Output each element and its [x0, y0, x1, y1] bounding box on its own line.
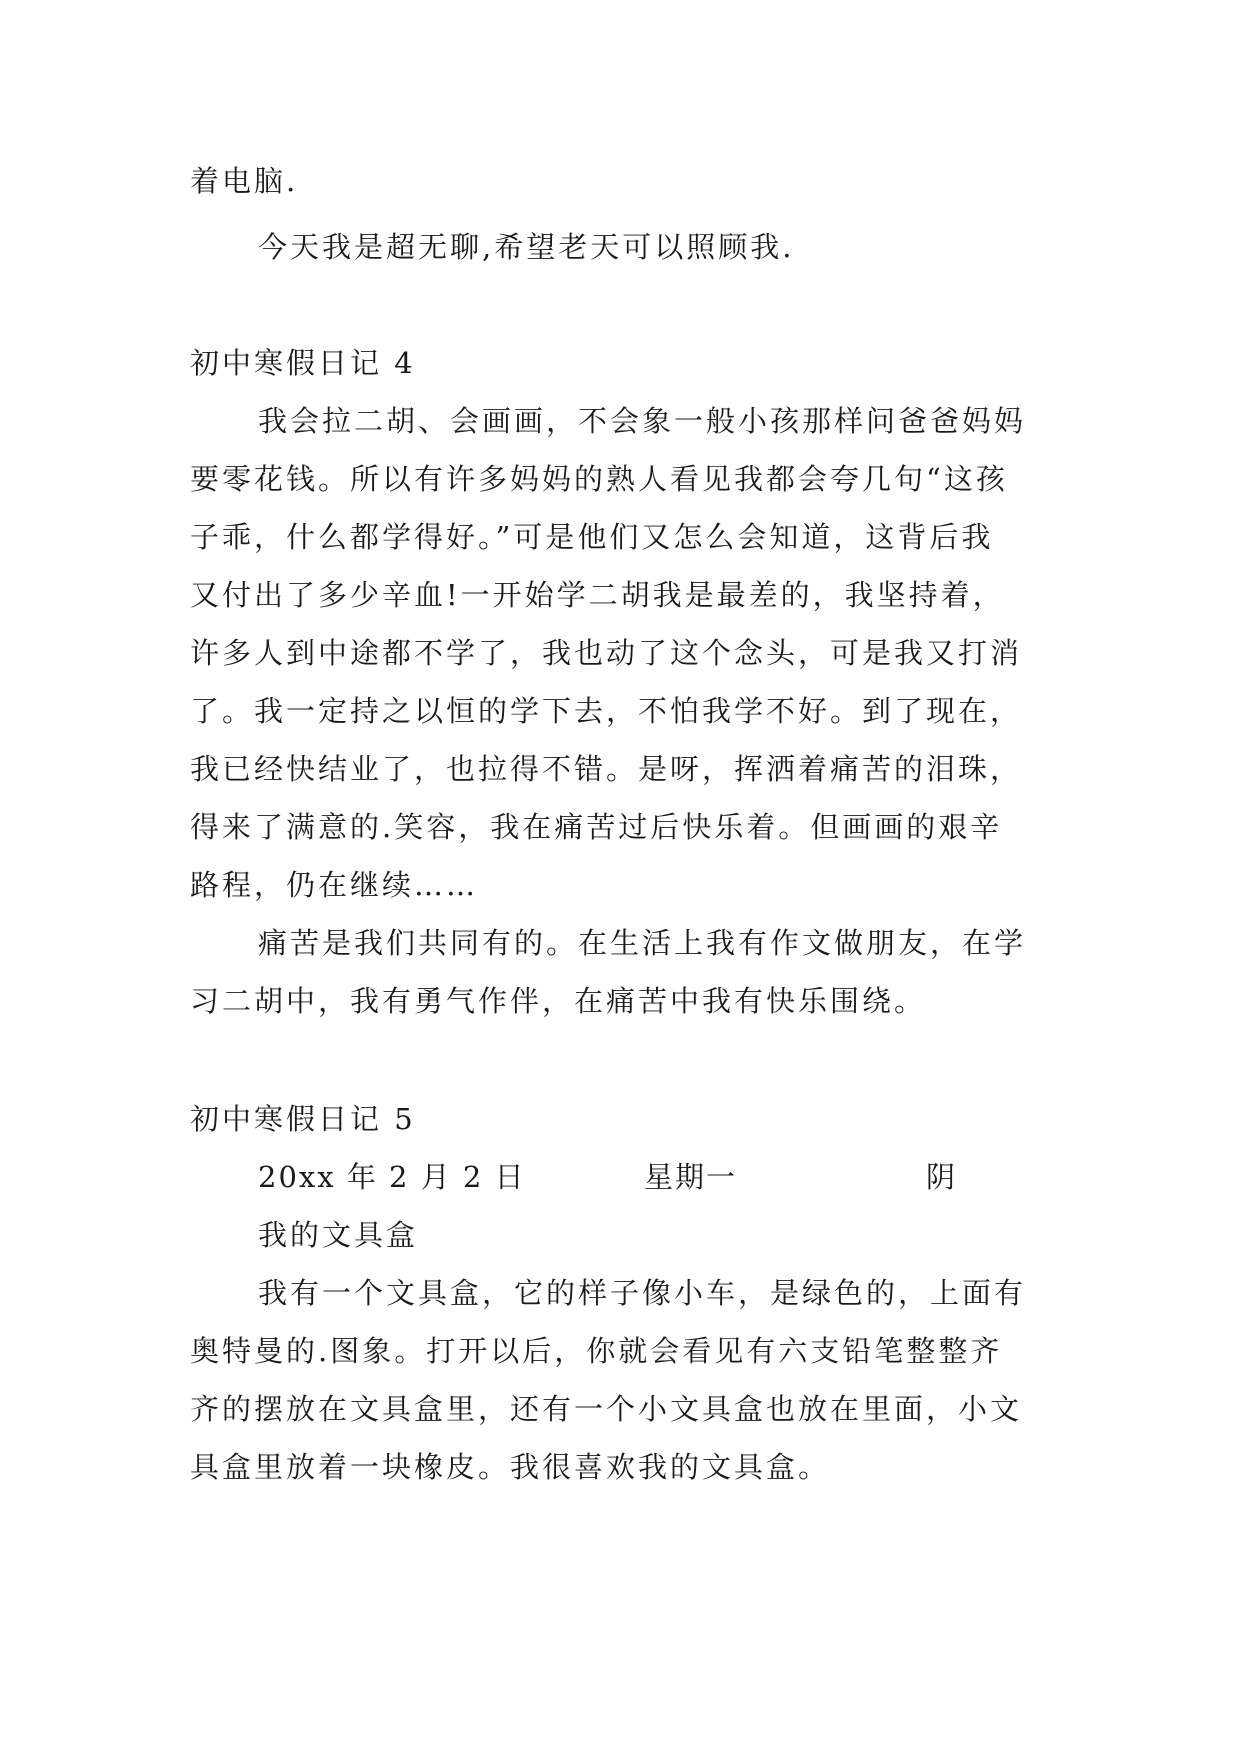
- paragraph-line: 我已经快结业了，也拉得不错。是呀，挥洒着痛苦的泪珠，: [190, 752, 1023, 786]
- entry-date: 20xx 年 2 月 2 日: [258, 1160, 526, 1194]
- paragraph-line: 痛苦是我们共同有的。在生活上我有作文做朋友，在学: [258, 926, 1027, 960]
- paragraph-line: 具盒里放着一块橡皮。我很喜欢我的文具盒。: [190, 1450, 831, 1484]
- entry-5-heading: 初中寒假日记 5: [190, 1102, 416, 1136]
- paragraph-line: 习二胡中，我有勇气作伴，在痛苦中我有快乐围绕。: [190, 984, 927, 1018]
- paragraph-line: 我有一个文具盒，它的样子像小车，是绿色的，上面有: [258, 1276, 1027, 1310]
- paragraph-line: 要零花钱。所以有许多妈妈的熟人看见我都会夸几句“这孩: [190, 462, 1008, 496]
- paragraph-line: 子乖，什么都学得好。”可是他们又怎么会知道，这背后我: [190, 520, 994, 554]
- previous-entry-tail: [190, 152, 1056, 276]
- previous-entry-last-line: 着电脑.: [190, 164, 299, 198]
- paragraph-line: 许多人到中途都不学了，我也动了这个念头，可是我又打消: [190, 636, 1023, 670]
- paragraph-line: 我会拉二胡、会画画，不会象一般小孩那样问爸爸妈妈: [258, 404, 1027, 438]
- paragraph-line: 齐的摆放在文具盒里，还有一个小文具盒也放在里面，小文: [190, 1392, 1023, 1426]
- entry-weekday: 星期一: [644, 1160, 738, 1194]
- entry-5-paragraph: [190, 1264, 1056, 1496]
- paragraph-line: 又付出了多少辛血!一开始学二胡我是最差的，我坚持着，: [190, 578, 1005, 612]
- entry-5: [190, 1090, 1056, 1148]
- paragraph-line: 路程，仍在继续……: [190, 868, 479, 902]
- entry-5-body: [190, 1206, 1056, 1496]
- previous-entry-closing: 今天我是超无聊,希望老天可以照顾我.: [258, 230, 795, 264]
- entry-4-heading: 初中寒假日记 4: [190, 346, 416, 380]
- entry-weather: 阴: [926, 1160, 958, 1194]
- entry-4-paragraph-1: [190, 392, 1056, 914]
- entry-5-date-line: [258, 1148, 1018, 1206]
- paragraph-line: 了。我一定持之以恒的学下去，不怕我学不好。到了现在，: [190, 694, 1023, 728]
- entry-4: [190, 334, 1056, 1030]
- paragraph-line: 得来了满意的.笑容，我在痛苦过后快乐着。但画画的艰辛: [190, 810, 1003, 844]
- entry-5-title: 我的文具盒: [258, 1218, 419, 1252]
- paragraph-line: 奥特曼的.图象。打开以后，你就会看见有六支铅笔整整齐: [190, 1334, 1003, 1368]
- entry-4-paragraph-2: [190, 914, 1056, 1030]
